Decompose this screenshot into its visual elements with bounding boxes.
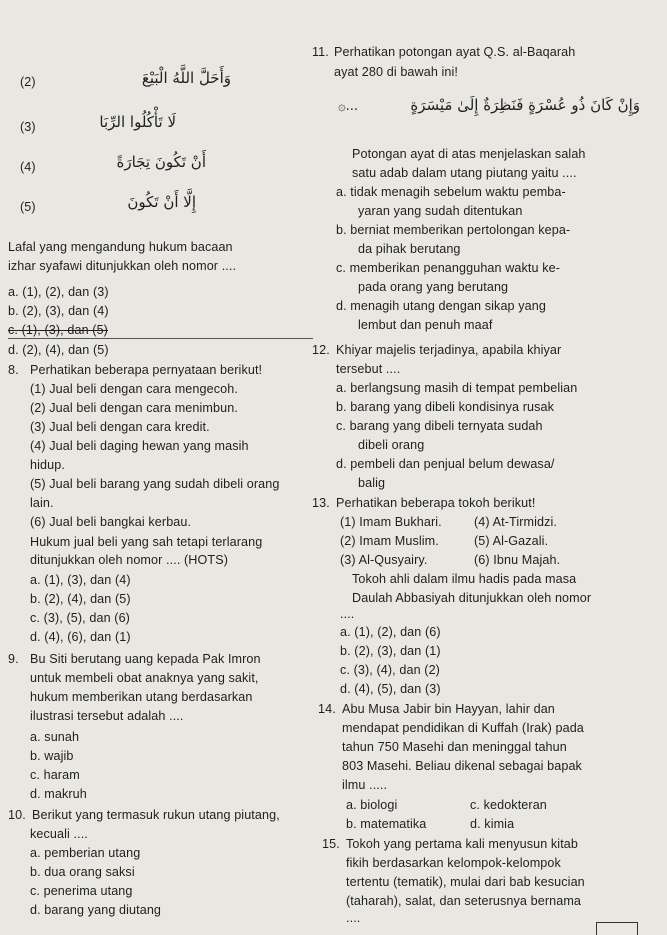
statement-item: (2) Jual beli dengan cara menimbun. (30, 401, 238, 415)
answer-option[interactable]: b. wajib (30, 749, 74, 763)
question-stem: Hukum jual beli yang sah tetapi terlarang (30, 535, 263, 549)
answer-option[interactable]: c. barang yang dibeli ternyata sudah (336, 419, 543, 433)
question-number: 13. (312, 496, 330, 510)
question-line: tertentu (tematik), mulai dari bab kesucian (346, 875, 585, 889)
question-line: satu adab dalam utang piutang yaitu .... (352, 166, 577, 180)
question-number: 14. (318, 702, 336, 716)
statement-item: (6) Jual beli bangkai kerbau. (30, 515, 192, 529)
answer-option[interactable]: b. (2), (3), dan (1) (340, 644, 441, 658)
statement-item: hidup. (30, 458, 65, 472)
statement-item: (1) Jual beli dengan cara mengecoh. (30, 382, 238, 396)
question-line: Berikut yang termasuk rukun utang piutang, (32, 808, 280, 822)
answer-option-cont: da pihak berutang (358, 242, 461, 256)
answer-option[interactable]: d. (4), (6), dan (1) (30, 630, 131, 644)
figure-item: (1) Imam Bukhari. (340, 515, 442, 529)
answer-option[interactable]: a. pemberian utang (30, 846, 141, 860)
question-line: ilustrasi tersebut adalah .... (30, 709, 184, 723)
arabic-option-num: (4) (20, 160, 36, 174)
figure-item: (5) Al-Gazali. (474, 534, 549, 548)
question-line: kecuali .... (30, 827, 88, 841)
question-number: 10. (8, 808, 26, 822)
quran-verse: وَإِنْ كَانَ ذُو عُسْرَةٍ فَنَظِرَةٌ إِلَىٰ مَيْسَرَةٍ (410, 96, 640, 114)
statement-item: (5) Jual beli barang yang sudah dibeli orang (30, 477, 280, 491)
answer-box[interactable] (596, 922, 638, 935)
arabic-option-num: (5) (20, 200, 36, 214)
question-line: izhar syafawi ditunjukkan oleh nomor .... (8, 259, 237, 273)
answer-option[interactable]: b. matematika (346, 817, 427, 831)
question-line: Daulah Abbasiyah ditunjukkan oleh nomor (352, 591, 592, 605)
arabic-option-text: لَا تَأْكُلُوا الرِّبَا (99, 113, 176, 131)
ayah-end-marker: ۞... (338, 99, 359, 114)
question-line: .... (346, 911, 361, 925)
answer-option-cont: yaran yang sudah ditentukan (358, 204, 523, 218)
answer-option[interactable]: a. (1), (3), dan (4) (30, 573, 131, 587)
question-line: Potongan ayat di atas menjelaskan salah (352, 147, 586, 161)
answer-option[interactable]: b. barang yang dibeli kondisinya rusak (336, 400, 555, 414)
question-number: 15. (322, 837, 340, 851)
question-line: tahun 750 Masehi dan meninggal tahun (342, 740, 567, 754)
question-line: 803 Masehi. Beliau dikenal sebagai bapak (342, 759, 582, 773)
question-number: 12. (312, 343, 330, 357)
question-stem: ditunjukkan oleh nomor .... (HOTS) (30, 553, 228, 567)
answer-option[interactable]: d. (2), (4), dan (5) (8, 343, 109, 357)
answer-option[interactable]: a. (1), (2), dan (3) (8, 285, 109, 299)
answer-option[interactable]: a. berlangsung masih di tempat pembelian (336, 381, 578, 395)
answer-option[interactable]: c. kedokteran (470, 798, 547, 812)
answer-option[interactable]: d. menagih utang dengan sikap yang (336, 299, 546, 313)
answer-option-cont: pada orang yang berutang (358, 280, 509, 294)
answer-option[interactable]: a. (1), (2), dan (6) (340, 625, 441, 639)
answer-option-cont: lembut dan penuh maaf (358, 318, 493, 332)
answer-option-crossed[interactable]: c. (1), (3), dan (5) (8, 323, 108, 337)
answer-option[interactable]: b. dua orang saksi (30, 865, 135, 879)
question-text: Perhatikan beberapa pernyataan berikut! (30, 363, 263, 377)
answer-option[interactable]: b. berniat memberikan pertolongan kepa- (336, 223, 571, 237)
answer-option[interactable]: c. memberikan penangguhan waktu ke- (336, 261, 561, 275)
question-line: ilmu ..... (342, 778, 388, 792)
figure-item: (2) Imam Muslim. (340, 534, 439, 548)
answer-option-cont: balig (358, 476, 386, 490)
question-line: Bu Siti berutang uang kepada Pak Imron (30, 652, 261, 666)
figure-item: (3) Al-Qusyairy. (340, 553, 428, 567)
answer-option[interactable]: b. (2), (4), dan (5) (30, 592, 131, 606)
question-line: (taharah), salat, dan seterusnya bernama (346, 894, 582, 908)
divider-line (8, 338, 313, 339)
answer-option[interactable]: a. biologi (346, 798, 398, 812)
answer-option[interactable]: d. kimia (470, 817, 515, 831)
question-number: 9. (8, 652, 19, 666)
answer-option[interactable]: d. makruh (30, 787, 87, 801)
question-text: Perhatikan beberapa tokoh berikut! (336, 496, 536, 510)
answer-option[interactable]: d. pembeli dan penjual belum dewasa/ (336, 457, 555, 471)
answer-option[interactable]: c. penerima utang (30, 884, 133, 898)
answer-option[interactable]: b. (2), (3), dan (4) (8, 304, 109, 318)
question-line: tersebut .... (336, 362, 401, 376)
question-number: 8. (8, 363, 19, 377)
question-line: mendapat pendidikan di Kuffah (Irak) pada (342, 721, 584, 735)
arabic-option-text: أَنْ تَكُونَ تِجَارَةً (116, 153, 206, 171)
statement-item: lain. (30, 496, 54, 510)
question-line: Lafal yang mengandung hukum bacaan (8, 240, 233, 254)
answer-option[interactable]: d. (4), (5), dan (3) (340, 682, 441, 696)
question-number: 11. (312, 45, 329, 59)
arabic-option-text: إِلَّا أَنْ تَكُونَ (127, 193, 196, 211)
answer-option[interactable]: d. barang yang diutang (30, 903, 162, 917)
answer-option[interactable]: c. (3), (5), dan (6) (30, 611, 130, 625)
answer-option-cont: dibeli orang (358, 438, 425, 452)
statement-item: (3) Jual beli dengan cara kredit. (30, 420, 210, 434)
answer-option[interactable]: a. sunah (30, 730, 80, 744)
question-line: fikih berdasarkan kelompok-kelompok (346, 856, 561, 870)
question-line: Tokoh yang pertama kali menyusun kitab (346, 837, 579, 851)
question-line: Abu Musa Jabir bin Hayyan, lahir dan (342, 702, 555, 716)
statement-item: (4) Jual beli daging hewan yang masih (30, 439, 249, 453)
question-line: ayat 280 di bawah ini! (334, 65, 459, 79)
question-line: untuk membeli obat anaknya yang sakit, (30, 671, 259, 685)
arabic-option-num: (2) (20, 75, 36, 89)
figure-item: (4) At-Tirmidzi. (474, 515, 557, 529)
answer-option[interactable]: a. tidak menagih sebelum waktu pemba- (336, 185, 566, 199)
arabic-option-num: (3) (20, 120, 36, 134)
arabic-option-text: وَأَحَلَّ اللَّهُ الْبَيْعَ (141, 69, 231, 87)
question-line: Tokoh ahli dalam ilmu hadis pada masa (352, 572, 577, 586)
question-line: Khiyar majelis terjadinya, apabila khiyar (336, 343, 562, 357)
answer-option[interactable]: c. haram (30, 768, 80, 782)
question-line: Perhatikan potongan ayat Q.S. al-Baqarah (334, 45, 576, 59)
question-line: .... (340, 607, 355, 621)
question-line: hukum memberikan utang berdasarkan (30, 690, 253, 704)
answer-option[interactable]: c. (3), (4), dan (2) (340, 663, 440, 677)
figure-item: (6) Ibnu Majah. (474, 553, 561, 567)
